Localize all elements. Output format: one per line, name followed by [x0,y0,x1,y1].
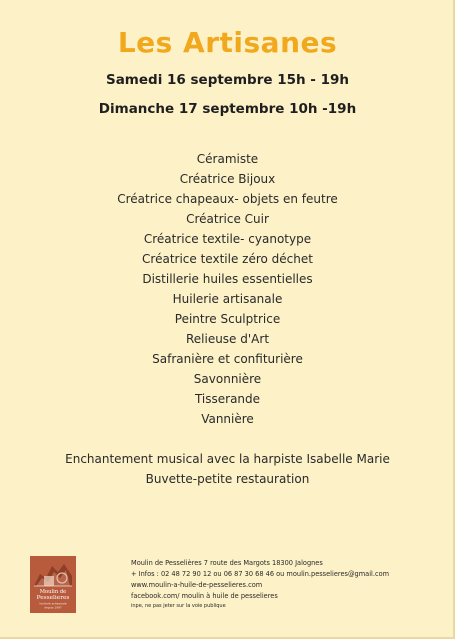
footer-address: Moulin de Pesselières 7 route des Margots 18300 Jalognes [131,559,323,567]
list-item: Peintre Sculptrice [174,312,281,326]
logo-line-4: depuis 1997 [44,605,62,610]
list-item: Créatrice textile- cyanotype [143,232,312,246]
mill-logo [30,556,76,613]
logo-line-1: Moulin de [39,589,67,595]
logo-line-2: Pesselieres [36,595,70,601]
list-item: Relieuse d'Art [185,332,270,346]
footer-website-link[interactable]: www.moulin-a-huile-de-pesselieres.com [131,581,263,589]
saturday-hours: Samedi 16 septembre 15h - 19h [105,72,350,88]
food-line: Buvette-petite restauration [145,472,310,486]
list-item: Créatrice Cuir [186,212,269,226]
list-item: Huilerie artisanale [172,292,283,306]
list-item: Savonnière [193,372,262,386]
list-item: Vannière [201,412,254,426]
footer-facebook-link[interactable]: facebook.com/ moulin à huile de pesselieres [131,592,278,600]
logo-line-3: huilerie artisanale [39,601,67,606]
list-item: Créatrice chapeaux- objets en feutre [117,192,338,206]
music-line: Enchantement musical avec la harpiste Isabelle Marie [65,452,390,466]
footer-infos: + Infos : 02 48 72 90 12 ou 06 87 30 68 46 ou moulin.pesselieres@gmail.com [131,570,390,578]
list-item: Créatrice Bijoux [179,172,276,186]
contact-footer [131,558,441,610]
extras-section [0,449,455,489]
list-item: Céramiste [196,152,259,166]
artisan-list [0,149,455,429]
list-item: Distillerie huiles essentielles [142,272,313,286]
list-item: Safranière et confiturière [152,352,303,366]
list-item: Créatrice textile zéro déchet [142,252,313,266]
footer-disclaimer: inpe, ne pas jeter sur la voie publique [131,603,226,609]
page-title: Les Artisanes [117,26,338,59]
list-item: Tisserande [194,392,261,406]
sunday-hours: Dimanche 17 septembre 10h -19h [98,101,357,117]
mill-illustration-icon [30,556,76,613]
